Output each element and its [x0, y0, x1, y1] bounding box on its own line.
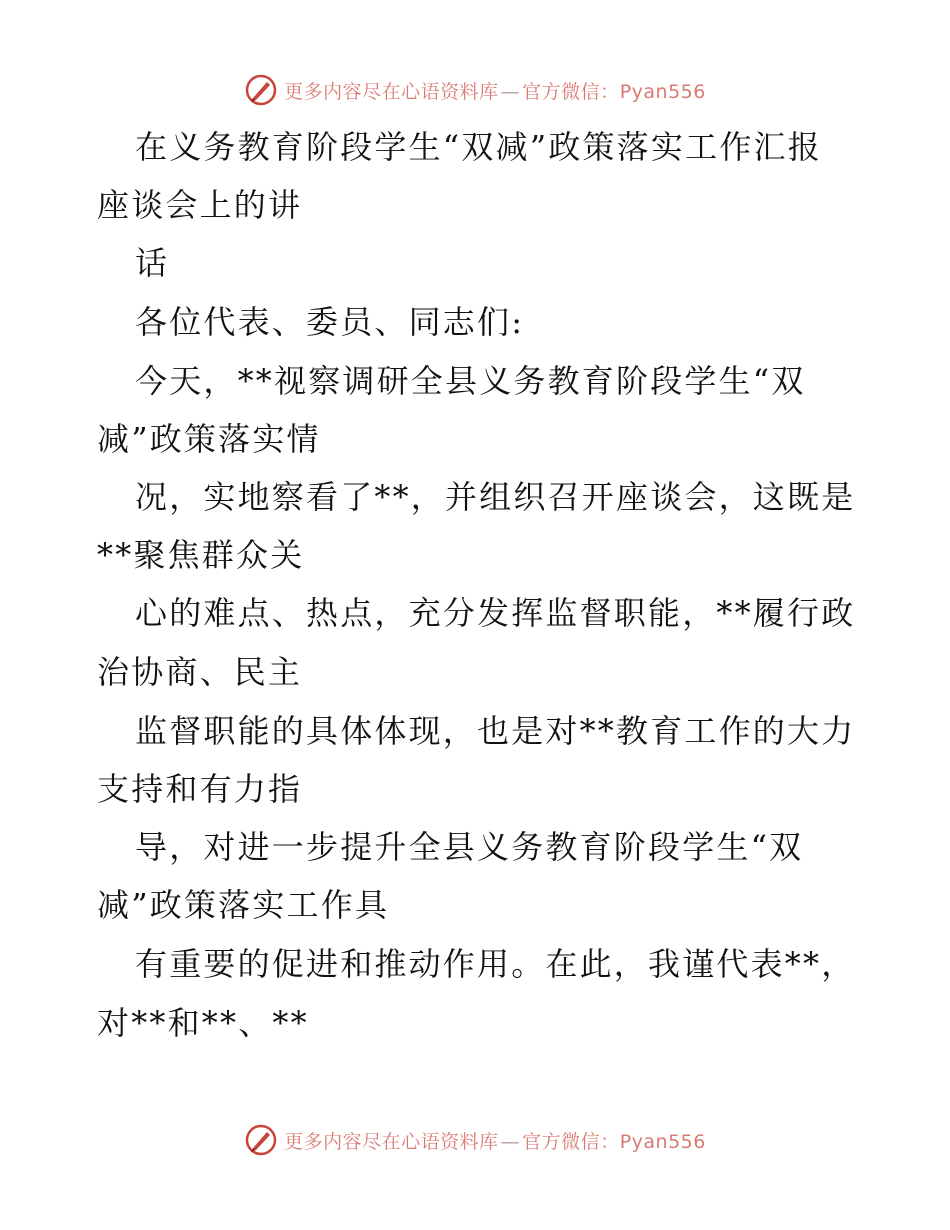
pen-logo-icon [244, 1123, 278, 1157]
watermark-separator: — [500, 1130, 521, 1153]
salutation: 各位代表、委员、同志们: [135, 303, 525, 341]
watermark-site: 更多内容尽在心语资料库 [284, 1130, 499, 1153]
paragraph-line: 监督职能的具体体现，也是对**教育工作的大力 [135, 712, 856, 750]
watermark-separator: — [500, 80, 521, 103]
watermark-wechat-id: Pyan556 [619, 1130, 706, 1153]
paragraph-line: 今天，**视察调研全县义务教育阶段学生“双 [135, 362, 806, 400]
header-watermark [0, 70, 950, 110]
watermark-text [284, 77, 706, 104]
pen-logo-icon [244, 73, 278, 107]
title-line-1: 在义务教育阶段学生“双减”政策落实工作汇报 [135, 128, 822, 166]
footer-watermark [0, 1120, 950, 1160]
paragraph-line: 治协商、民主 [97, 653, 303, 691]
paragraph-line: 导，对进一步提升全县义务教育阶段学生“双 [135, 828, 804, 866]
paragraph-line: 减”政策落实情 [97, 420, 321, 458]
title-line-2: 座谈会上的讲 [97, 186, 303, 224]
paragraph-line: **聚焦群众关 [97, 536, 305, 574]
watermark-wechat-label: 官方微信： [522, 80, 620, 103]
watermark-site: 更多内容尽在心语资料库 [284, 80, 499, 103]
watermark-wechat-id: Pyan556 [619, 80, 706, 103]
paragraph-line: 支持和有力指 [97, 770, 303, 808]
paragraph-line: 减”政策落实工作具 [97, 886, 390, 924]
watermark-wechat-label: 官方微信： [522, 1130, 620, 1153]
title-line-3: 话 [135, 244, 170, 282]
paragraph-line: 有重要的促进和推动作用。在此，我谨代表**， [135, 945, 856, 983]
paragraph-line: 心的难点、热点，充分发挥监督职能，**履行政 [135, 594, 856, 632]
watermark-text [284, 1127, 706, 1154]
paragraph-line: 况，实地察看了**，并组织召开座谈会，这既是 [135, 478, 856, 516]
paragraph-line: 对**和**、** [97, 1004, 309, 1042]
